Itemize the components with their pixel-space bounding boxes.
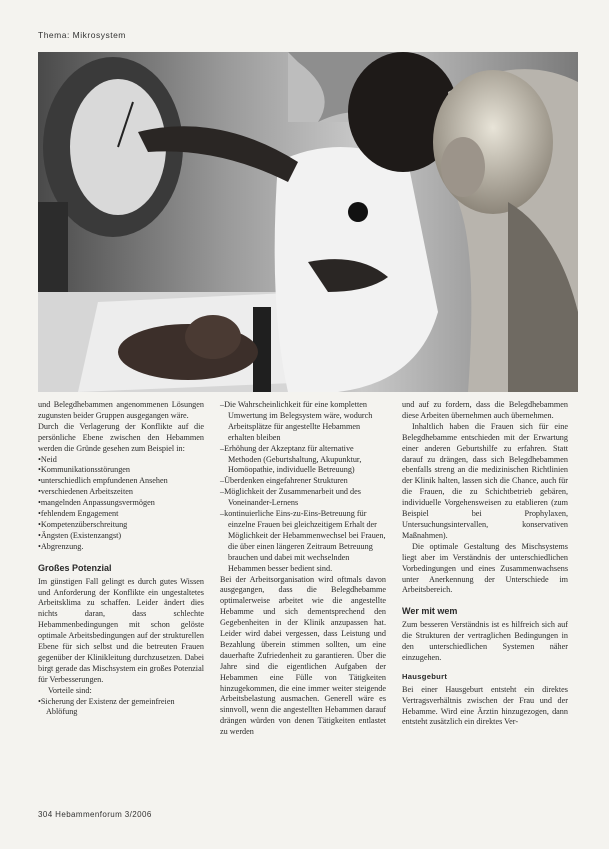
paragraph: Die optimale Gestaltung des Mischsystems liegt aber im Verständnis der unterschiedlichen Vorbedingungen und eines Zusammenwachsens unter Anerkennung der Unterschiede im Arbeitsbereich. [402,541,568,595]
section-subheading: Wer mit wem [402,606,458,617]
list-item: • fehlendem Engagement [38,509,204,520]
list-item: • Sicherung der Existenz der gemeinfreien Ablöfung [38,697,204,719]
paragraph: Vorteile sind: [48,685,92,695]
paragraph: Im günstigen Fall gelingt es durch gutes Wissen und Anforderung der Konflikte ein ungestaltetes Arbeitsklima zu schaffen. Leider ändert dies nichts daran, dass schlechte Hebammenbedingungen mit schon gelöste optimale Arbeitsbedingungen auf der strukturellen Ebene für sich selbst und die betreuten Frauen gegenüber der Klinikleitung durchzusetzen. Dabei birgt gerade das Mischsystem ein großes Potenzial für Verbesserungen. [38,576,204,684]
dash-list [220,400,386,575]
paragraph: Bei einer Hausgeburt entsteht ein direktes Vertragsverhältnis zwischen der Frau und der Hebamme. Wird eine Ärztin hinzugezogen, dann entsteht zusätzlich ein direktes Ver- [402,684,568,727]
list-item: • unterschiedlich empfundenen Ansehen [38,476,204,487]
text-column-2 [220,400,386,738]
paragraph: und auf zu fordern, dass die Belegdhebammen diese Arbeiten übernehmen auch übernehmen. [402,400,568,420]
list-item: – kontinuierliche Eins-zu-Eins-Betreuung für einzelne Frauen bei gleichzeitigem Erhalt der Möglichkeit der Hebammenwechsel bei Frauen, die über einen längeren Zeitraum Betreuung brauchen und dabei mit wechselnden Hebammen besser bedient sind. [220,509,386,574]
minor-heading: Hausgeburt [402,671,448,681]
photo-illustration [38,52,578,392]
text-column-3 [402,400,568,728]
list-item: • Ängsten (Existenzangst) [38,531,204,542]
bullet-list [38,455,204,553]
page-footer: 304 Hebammenforum 3/2006 [38,810,152,819]
dash-list [38,697,204,719]
list-item: – Die Wahrscheinlichkeit für eine kompletten Umwertung im Belegsystem wäre, wodurch Arbeitsplätze für angestellte Hebammen erhalten bleiben [220,400,386,444]
paragraph: Zum besseren Verständnis ist es hilfreich sich auf die Strukturen der vertraglichen Bedingungen in den unterschiedlichen Systemen näher einzugehen. [402,620,568,662]
list-item: • Abgrenzung. [38,542,204,553]
list-item: – Erhöhung der Akzeptanz für alternative Methoden (Geburtshaltung, Akupunktur, Homöopathie, individuelle Betreuung) [220,444,386,477]
article-photo [38,52,578,392]
paragraph: und Belegdhebammen angenommenen Lösungen zugunsten beider Gruppen ausgegangen wäre. [38,400,204,420]
list-item: • verschiedenen Arbeitszeiten [38,487,204,498]
list-item: – Überdenken eingefahrener Strukturen [220,476,386,487]
list-item: • mangelnden Anpassungsvermögen [38,498,204,509]
list-item: – Möglichkeit der Zusammenarbeit und des Voneinander-Lernens [220,487,386,509]
text-column-1 [38,400,204,718]
section-subheading: Großes Potenzial [38,562,112,573]
list-item: • Kompetenzüberschreitung [38,520,204,531]
paragraph: Inhaltlich haben die Frauen sich für eine Belegdhebamme entschieden mit der Erwartung einer anderen Geburtshilfe zu erfahren. Statt darauf zu drängen, dass sich Belegdhebammen ebenfalls streng an die medizinischen Richtlinien der Klinik halten, lassen sich die Chance, auch für die Frauen, die zu Schichtbetrieb gebären, individuelle Vorgehensweisen zu etablieren (zum Beispiel bei Prophylaxen, Untersuchungsintervallen, konservativen Maßnahmen). [402,421,568,540]
list-item: • Neid [38,455,204,466]
paragraph: Bei der Arbeitsorganisation wird oftmals davon ausgegangen, dass die Belegdhebamme optimalerweise arbeitet wie die angestellte Hebamme und sich dementsprechend den Gegebenheiten in der Klinik anzupassen hat. Leider wird dabei vergessen, dass Leistung und Bezahlung überein stimmen sollten, um eine dauerhafte Zufriedenheit zu garantieren. Über die Jahre sind die eigentlichen Aufgaben der Hebammen eine Fülle von Tätigkeiten hinzugekommen, die eine immer weiter steigende Arbeitsbelastung ausmachen. Generell wäre es sinnvoll, wenn die angestellten Hebammen darauf drängen würden von denen Tätigkeiten entlastet zu werden [220,574,386,737]
paragraph: Durch die Verlagerung der Konflikte auf die persönliche Ebene zwischen den Hebammen werden die Gründe gesehen zum Beispiel in: [38,421,204,453]
section-header: Thema: Mikrosystem [38,30,126,40]
list-item: • Kommunikationsstörungen [38,465,204,476]
